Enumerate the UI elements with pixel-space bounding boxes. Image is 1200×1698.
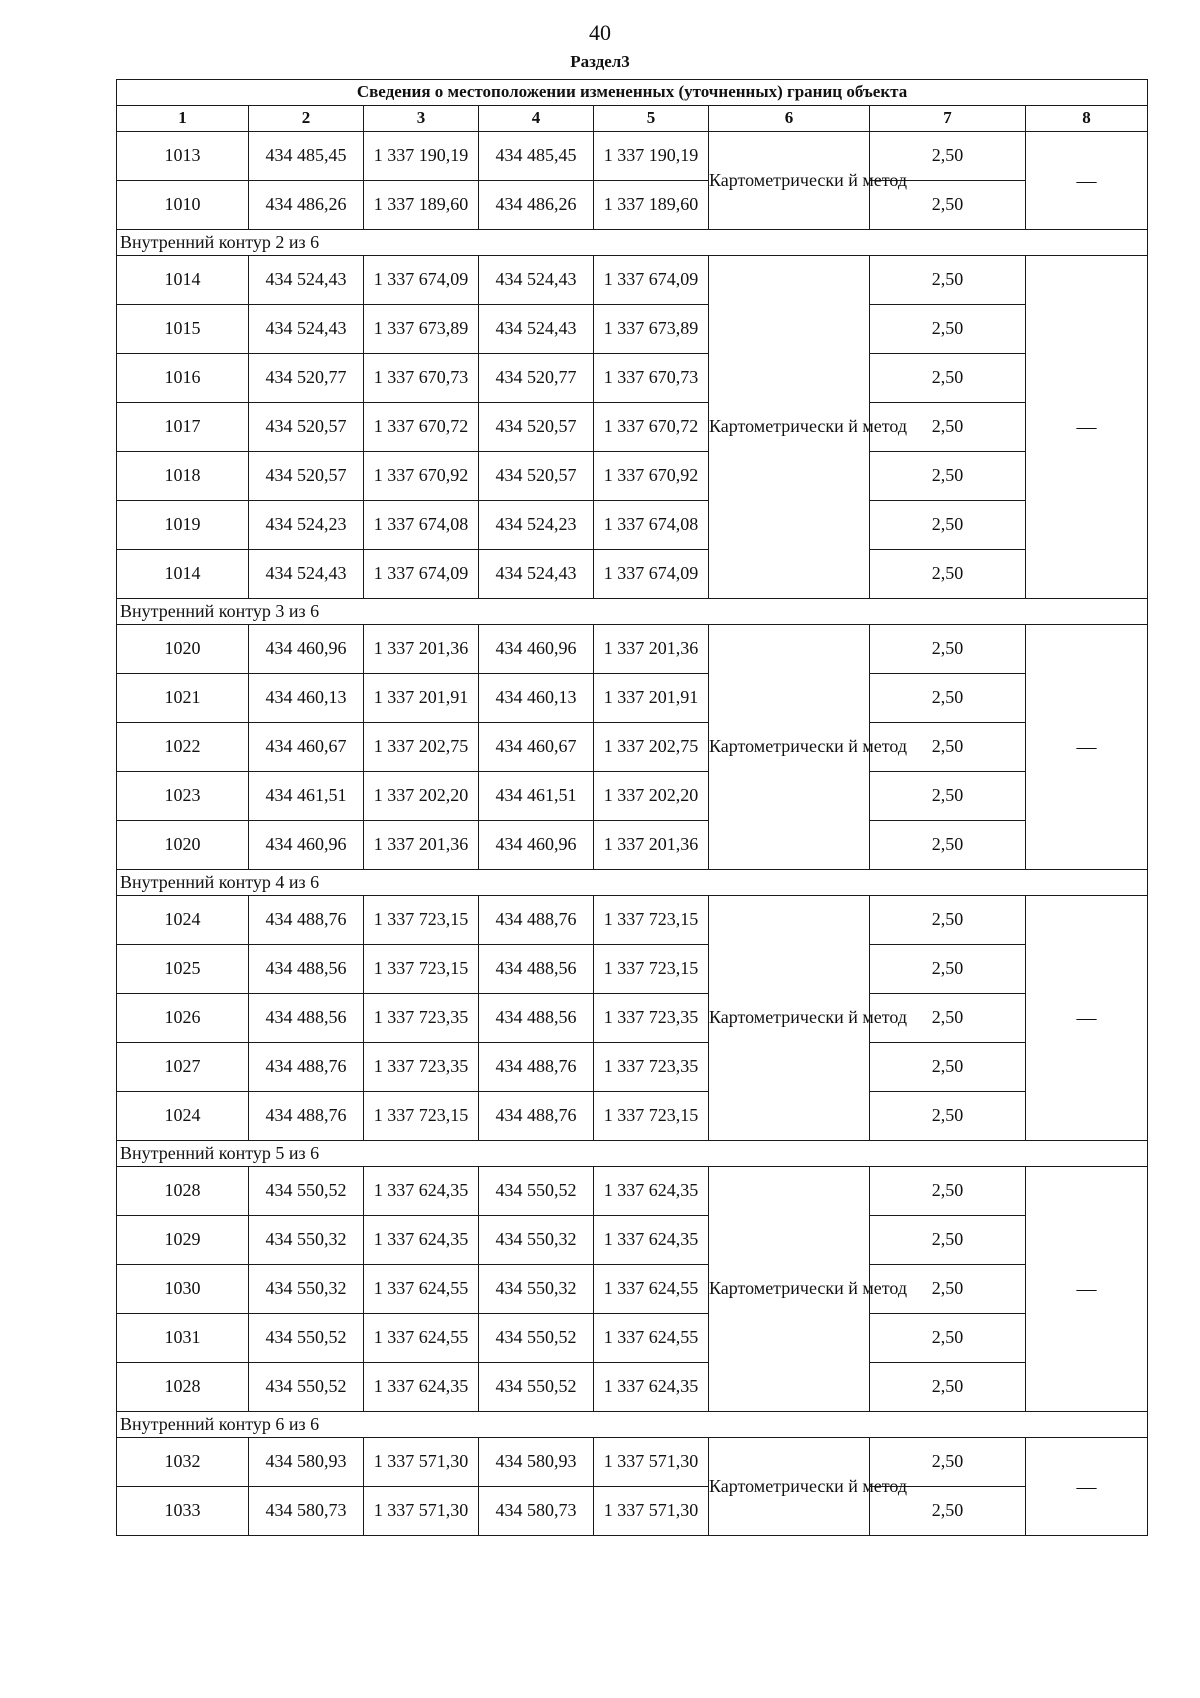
coord-x-old-cell: 434 460,96 [249, 625, 364, 674]
coord-x-old-cell: 434 488,76 [249, 896, 364, 945]
accuracy-cell: 2,50 [870, 256, 1026, 305]
coord-y-new-cell: 1 337 723,15 [594, 896, 709, 945]
accuracy-cell: 2,50 [870, 625, 1026, 674]
coord-x-new-cell: 434 550,32 [479, 1265, 594, 1314]
coord-y-old-cell: 1 337 624,55 [364, 1265, 479, 1314]
column-number: 5 [594, 106, 709, 132]
point-number-cell: 1031 [117, 1314, 249, 1363]
table-row [117, 994, 1148, 1043]
contour-label: Внутренний контур 3 из 6 [117, 599, 1148, 625]
coord-y-old-cell: 1 337 624,55 [364, 1314, 479, 1363]
accuracy-cell: 2,50 [870, 896, 1026, 945]
coord-y-old-cell: 1 337 670,73 [364, 354, 479, 403]
point-number-cell: 1010 [117, 181, 249, 230]
accuracy-cell: 2,50 [870, 821, 1026, 870]
coord-y-old-cell: 1 337 723,35 [364, 1043, 479, 1092]
point-number-cell: 1020 [117, 625, 249, 674]
coord-x-old-cell: 434 550,52 [249, 1314, 364, 1363]
table-row [117, 1092, 1148, 1141]
coord-x-new-cell: 434 524,43 [479, 305, 594, 354]
point-number-cell: 1016 [117, 354, 249, 403]
method-cell: Картометрически й метод [709, 1167, 870, 1412]
coord-y-old-cell: 1 337 674,09 [364, 550, 479, 599]
coord-y-old-cell: 1 337 571,30 [364, 1487, 479, 1536]
method-cell: Картометрически й метод [709, 256, 870, 599]
coord-y-new-cell: 1 337 190,19 [594, 132, 709, 181]
coord-x-old-cell: 434 485,45 [249, 132, 364, 181]
contour-label: Внутренний контур 6 из 6 [117, 1412, 1148, 1438]
coord-y-old-cell: 1 337 723,35 [364, 994, 479, 1043]
coord-x-new-cell: 434 520,57 [479, 452, 594, 501]
coord-x-new-cell: 434 460,96 [479, 821, 594, 870]
coord-y-new-cell: 1 337 723,35 [594, 1043, 709, 1092]
coord-x-new-cell: 434 488,56 [479, 994, 594, 1043]
point-number-cell: 1030 [117, 1265, 249, 1314]
point-number-cell: 1027 [117, 1043, 249, 1092]
note-cell: — [1026, 132, 1148, 230]
point-number-cell: 1023 [117, 772, 249, 821]
table-row [117, 501, 1148, 550]
coord-y-new-cell: 1 337 189,60 [594, 181, 709, 230]
coord-y-new-cell: 1 337 670,73 [594, 354, 709, 403]
accuracy-cell: 2,50 [870, 1438, 1026, 1487]
table-row [117, 1043, 1148, 1092]
table-row [117, 403, 1148, 452]
coord-x-new-cell: 434 550,52 [479, 1167, 594, 1216]
table-row [117, 821, 1148, 870]
table-row [117, 354, 1148, 403]
coord-x-old-cell: 434 550,32 [249, 1216, 364, 1265]
coord-y-new-cell: 1 337 624,35 [594, 1363, 709, 1412]
coord-x-old-cell: 434 460,13 [249, 674, 364, 723]
coord-y-old-cell: 1 337 202,20 [364, 772, 479, 821]
point-number-cell: 1028 [117, 1167, 249, 1216]
coord-x-old-cell: 434 520,77 [249, 354, 364, 403]
column-number-row [117, 106, 1148, 132]
table-row [117, 256, 1148, 305]
coord-y-old-cell: 1 337 201,36 [364, 821, 479, 870]
coord-y-old-cell: 1 337 624,35 [364, 1216, 479, 1265]
coord-y-new-cell: 1 337 202,75 [594, 723, 709, 772]
coord-y-old-cell: 1 337 723,15 [364, 945, 479, 994]
accuracy-cell: 2,50 [870, 945, 1026, 994]
method-cell: Картометрически й метод [709, 625, 870, 870]
coord-x-new-cell: 434 524,43 [479, 550, 594, 599]
coord-y-new-cell: 1 337 670,72 [594, 403, 709, 452]
coord-y-new-cell: 1 337 723,15 [594, 1092, 709, 1141]
point-number-cell: 1033 [117, 1487, 249, 1536]
coord-x-new-cell: 434 520,77 [479, 354, 594, 403]
column-number: 8 [1026, 106, 1148, 132]
coord-x-old-cell: 434 524,43 [249, 256, 364, 305]
table-row [117, 1216, 1148, 1265]
coord-y-old-cell: 1 337 673,89 [364, 305, 479, 354]
contour-label: Внутренний контур 4 из 6 [117, 870, 1148, 896]
coord-y-old-cell: 1 337 723,15 [364, 1092, 479, 1141]
coord-y-old-cell: 1 337 624,35 [364, 1363, 479, 1412]
contour-label-row [117, 1141, 1148, 1167]
coord-y-new-cell: 1 337 674,09 [594, 550, 709, 599]
coord-x-new-cell: 434 520,57 [479, 403, 594, 452]
contour-label-row [117, 1412, 1148, 1438]
point-number-cell: 1018 [117, 452, 249, 501]
contour-label: Внутренний контур 5 из 6 [117, 1141, 1148, 1167]
method-cell: Картометрически й метод [709, 132, 870, 230]
accuracy-cell: 2,50 [870, 674, 1026, 723]
coord-x-old-cell: 434 524,43 [249, 305, 364, 354]
point-number-cell: 1024 [117, 896, 249, 945]
coord-x-new-cell: 434 488,76 [479, 1043, 594, 1092]
coord-y-new-cell: 1 337 201,36 [594, 821, 709, 870]
accuracy-cell: 2,50 [870, 1216, 1026, 1265]
point-number-cell: 1024 [117, 1092, 249, 1141]
coord-x-old-cell: 434 461,51 [249, 772, 364, 821]
table-row [117, 1487, 1148, 1536]
coord-y-old-cell: 1 337 201,91 [364, 674, 479, 723]
coord-x-old-cell: 434 524,43 [249, 550, 364, 599]
coord-x-new-cell: 434 461,51 [479, 772, 594, 821]
note-cell: — [1026, 1438, 1148, 1536]
table-body [117, 80, 1148, 1536]
coord-x-new-cell: 434 486,26 [479, 181, 594, 230]
note-cell: — [1026, 625, 1148, 870]
table-row [117, 1438, 1148, 1487]
coord-y-old-cell: 1 337 674,08 [364, 501, 479, 550]
accuracy-cell: 2,50 [870, 1092, 1026, 1141]
coord-y-new-cell: 1 337 624,35 [594, 1216, 709, 1265]
coord-x-old-cell: 434 550,52 [249, 1363, 364, 1412]
point-number-cell: 1014 [117, 550, 249, 599]
accuracy-cell: 2,50 [870, 181, 1026, 230]
coord-x-old-cell: 434 488,76 [249, 1092, 364, 1141]
column-number: 4 [479, 106, 594, 132]
table-row [117, 945, 1148, 994]
coord-y-new-cell: 1 337 202,20 [594, 772, 709, 821]
point-number-cell: 1015 [117, 305, 249, 354]
contour-label-row [117, 870, 1148, 896]
accuracy-cell: 2,50 [870, 994, 1026, 1043]
coord-x-old-cell: 434 520,57 [249, 452, 364, 501]
accuracy-cell: 2,50 [870, 1314, 1026, 1363]
coord-y-new-cell: 1 337 723,35 [594, 994, 709, 1043]
column-number: 3 [364, 106, 479, 132]
coord-y-old-cell: 1 337 189,60 [364, 181, 479, 230]
point-number-cell: 1019 [117, 501, 249, 550]
coord-x-new-cell: 434 550,52 [479, 1314, 594, 1363]
point-number-cell: 1014 [117, 256, 249, 305]
accuracy-cell: 2,50 [870, 132, 1026, 181]
column-number: 1 [117, 106, 249, 132]
point-number-cell: 1022 [117, 723, 249, 772]
coord-x-new-cell: 434 550,52 [479, 1363, 594, 1412]
note-cell: — [1026, 896, 1148, 1141]
table-row [117, 772, 1148, 821]
table-row [117, 723, 1148, 772]
note-cell: — [1026, 1167, 1148, 1412]
accuracy-cell: 2,50 [870, 354, 1026, 403]
contour-label-row [117, 599, 1148, 625]
coord-x-new-cell: 434 488,76 [479, 896, 594, 945]
point-number-cell: 1028 [117, 1363, 249, 1412]
point-number-cell: 1025 [117, 945, 249, 994]
boundary-coordinates-table [116, 79, 1148, 1536]
coord-x-old-cell: 434 488,56 [249, 945, 364, 994]
accuracy-cell: 2,50 [870, 1363, 1026, 1412]
coord-y-old-cell: 1 337 202,75 [364, 723, 479, 772]
column-number: 7 [870, 106, 1026, 132]
coord-y-old-cell: 1 337 571,30 [364, 1438, 479, 1487]
coord-y-new-cell: 1 337 673,89 [594, 305, 709, 354]
coord-x-old-cell: 434 488,76 [249, 1043, 364, 1092]
point-number-cell: 1032 [117, 1438, 249, 1487]
coord-y-old-cell: 1 337 624,35 [364, 1167, 479, 1216]
coord-x-new-cell: 434 488,56 [479, 945, 594, 994]
coord-x-new-cell: 434 460,13 [479, 674, 594, 723]
note-cell: — [1026, 256, 1148, 599]
point-number-cell: 1026 [117, 994, 249, 1043]
method-cell: Картометрически й метод [709, 896, 870, 1141]
contour-label: Внутренний контур 2 из 6 [117, 230, 1148, 256]
point-number-cell: 1029 [117, 1216, 249, 1265]
coord-y-new-cell: 1 337 201,36 [594, 625, 709, 674]
table-row [117, 132, 1148, 181]
accuracy-cell: 2,50 [870, 1043, 1026, 1092]
coord-y-new-cell: 1 337 624,55 [594, 1314, 709, 1363]
table-row [117, 1265, 1148, 1314]
point-number-cell: 1021 [117, 674, 249, 723]
page-number: 40 [589, 20, 611, 45]
coord-y-new-cell: 1 337 670,92 [594, 452, 709, 501]
point-number-cell: 1020 [117, 821, 249, 870]
coord-x-new-cell: 434 485,45 [479, 132, 594, 181]
coord-x-old-cell: 434 580,93 [249, 1438, 364, 1487]
coord-y-old-cell: 1 337 723,15 [364, 896, 479, 945]
coord-y-new-cell: 1 337 201,91 [594, 674, 709, 723]
coord-x-new-cell: 434 524,43 [479, 256, 594, 305]
coord-y-old-cell: 1 337 190,19 [364, 132, 479, 181]
coord-x-new-cell: 434 488,76 [479, 1092, 594, 1141]
table-row [117, 625, 1148, 674]
accuracy-cell: 2,50 [870, 305, 1026, 354]
table-row [117, 181, 1148, 230]
accuracy-cell: 2,50 [870, 1265, 1026, 1314]
coord-x-new-cell: 434 460,96 [479, 625, 594, 674]
column-number: 6 [709, 106, 870, 132]
coord-y-new-cell: 1 337 571,30 [594, 1438, 709, 1487]
method-cell: Картометрически й метод [709, 1438, 870, 1536]
coord-x-new-cell: 434 580,73 [479, 1487, 594, 1536]
column-number: 2 [249, 106, 364, 132]
contour-label-row [117, 230, 1148, 256]
coord-y-new-cell: 1 337 723,15 [594, 945, 709, 994]
accuracy-cell: 2,50 [870, 1487, 1026, 1536]
coord-x-old-cell: 434 488,56 [249, 994, 364, 1043]
accuracy-cell: 2,50 [870, 723, 1026, 772]
point-number-cell: 1013 [117, 132, 249, 181]
coord-x-old-cell: 434 580,73 [249, 1487, 364, 1536]
accuracy-cell: 2,50 [870, 403, 1026, 452]
coord-x-old-cell: 434 460,96 [249, 821, 364, 870]
coord-x-old-cell: 434 486,26 [249, 181, 364, 230]
coord-y-old-cell: 1 337 670,92 [364, 452, 479, 501]
table-row [117, 1314, 1148, 1363]
section-title: Раздел3 [570, 52, 630, 71]
coord-x-old-cell: 434 520,57 [249, 403, 364, 452]
table-row [117, 305, 1148, 354]
table-row [117, 1167, 1148, 1216]
coord-x-new-cell: 434 524,23 [479, 501, 594, 550]
coord-y-old-cell: 1 337 674,09 [364, 256, 479, 305]
coord-x-old-cell: 434 524,23 [249, 501, 364, 550]
accuracy-cell: 2,50 [870, 1167, 1026, 1216]
coord-x-new-cell: 434 580,93 [479, 1438, 594, 1487]
coord-x-old-cell: 434 550,32 [249, 1265, 364, 1314]
coord-y-new-cell: 1 337 674,09 [594, 256, 709, 305]
coord-y-new-cell: 1 337 571,30 [594, 1487, 709, 1536]
table-row [117, 550, 1148, 599]
table-row [117, 452, 1148, 501]
coord-y-old-cell: 1 337 201,36 [364, 625, 479, 674]
accuracy-cell: 2,50 [870, 772, 1026, 821]
table-row [117, 1363, 1148, 1412]
coord-y-old-cell: 1 337 670,72 [364, 403, 479, 452]
coord-x-old-cell: 434 460,67 [249, 723, 364, 772]
coord-x-new-cell: 434 460,67 [479, 723, 594, 772]
coord-y-new-cell: 1 337 674,08 [594, 501, 709, 550]
accuracy-cell: 2,50 [870, 452, 1026, 501]
table-row [117, 674, 1148, 723]
coord-x-old-cell: 434 550,52 [249, 1167, 364, 1216]
table-caption: Сведения о местоположении измененных (уточненных) границ объекта [117, 80, 1148, 106]
accuracy-cell: 2,50 [870, 550, 1026, 599]
table-caption-row [117, 80, 1148, 106]
table-row [117, 896, 1148, 945]
coord-x-new-cell: 434 550,32 [479, 1216, 594, 1265]
accuracy-cell: 2,50 [870, 501, 1026, 550]
point-number-cell: 1017 [117, 403, 249, 452]
coord-y-new-cell: 1 337 624,35 [594, 1167, 709, 1216]
coord-y-new-cell: 1 337 624,55 [594, 1265, 709, 1314]
